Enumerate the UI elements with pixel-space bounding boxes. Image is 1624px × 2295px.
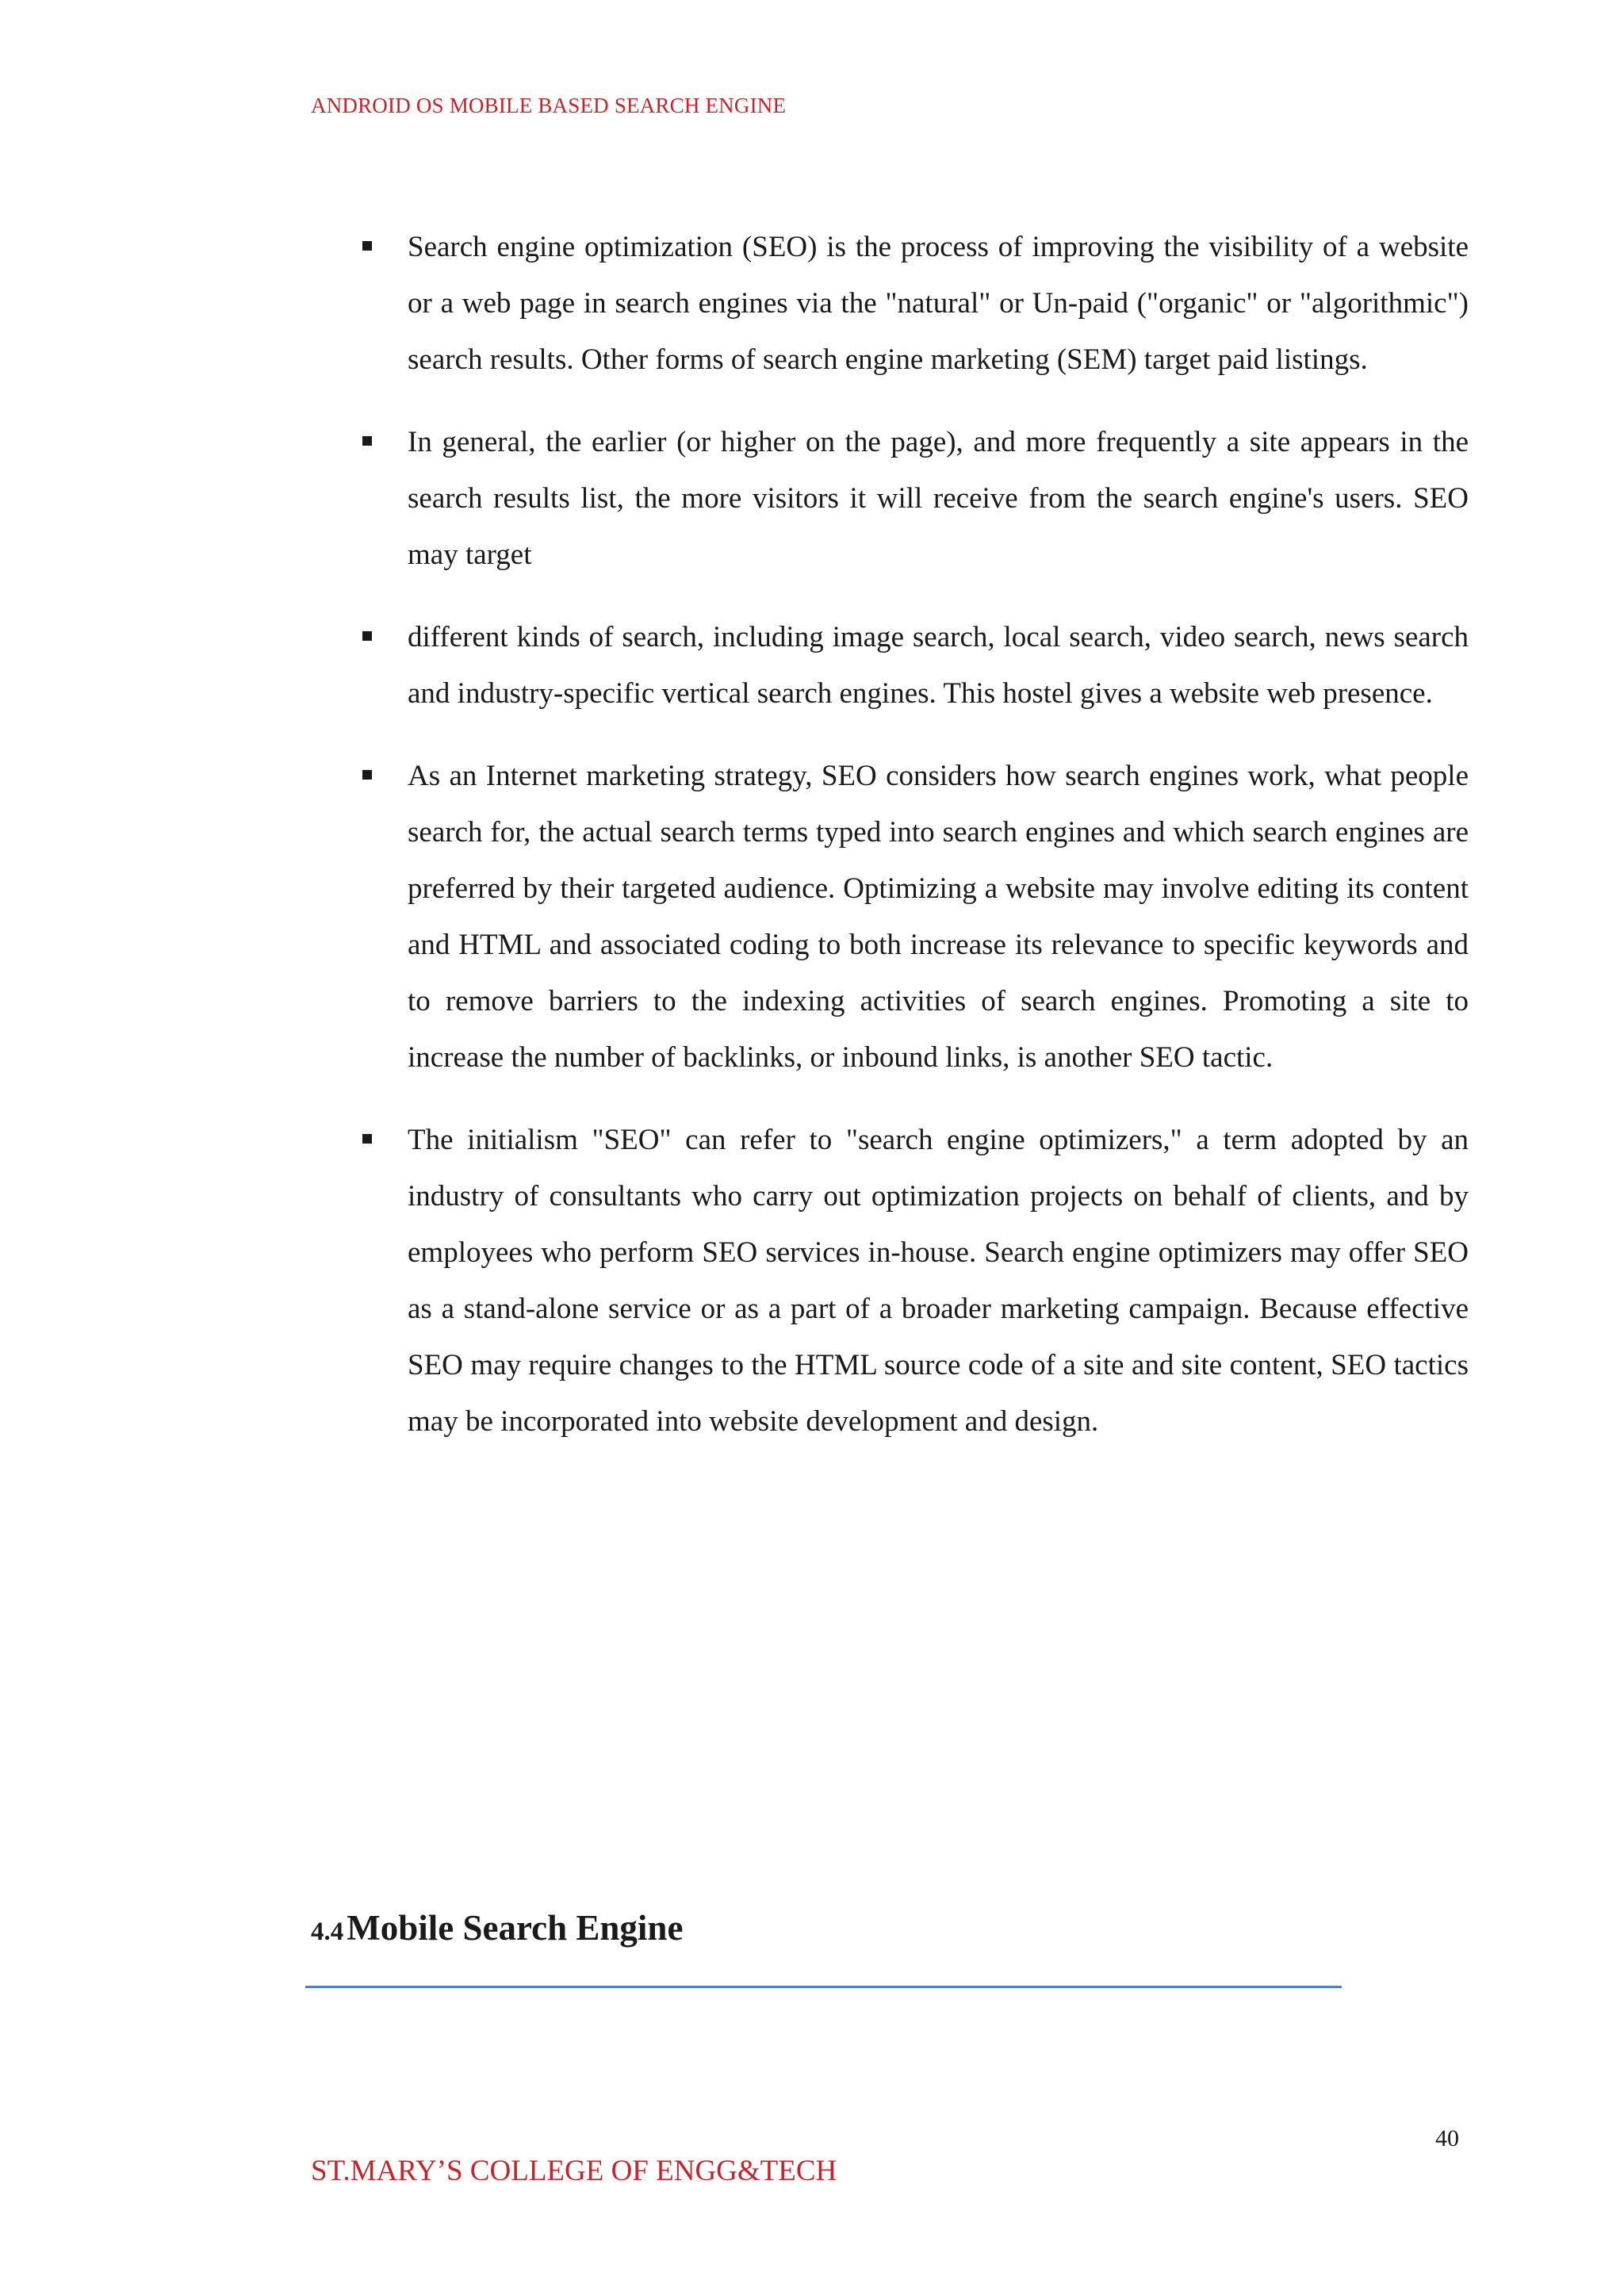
square-bullet-icon xyxy=(362,1134,372,1144)
bullet-text: The initialism "SEO" can refer to "search engine optimizers," a term adopted by an industry of consultants who carry out optimization projects on behalf of clients, and by employees who perform SEO services in-house. Search engine optimizers may offer SEO as a stand-alone service or as a part of a broader marketing campaign. Because effective SEO may require changes to the HTML source code of a site and site content, SEO tactics may be incorporated into website development and design. xyxy=(408,1124,1469,1438)
square-bullet-icon xyxy=(362,770,372,780)
bullet-item xyxy=(358,219,1469,388)
square-bullet-icon xyxy=(362,241,372,251)
square-bullet-icon xyxy=(362,631,372,641)
running-header: ANDROID OS MOBILE BASED SEARCH ENGINE xyxy=(311,94,787,117)
bullet-item xyxy=(358,414,1469,583)
running-footer: ST.MARY’S COLLEGE OF ENGG&TECH xyxy=(311,2155,837,2187)
bullet-item xyxy=(358,748,1469,1086)
bullet-list xyxy=(358,219,1469,1476)
bullet-text: Search engine optimization (SEO) is the process of improving the visibility of a website or a web page in search engines via the "natural" or Un-paid ("organic" or "algorithmic") search results. Other forms of search engine marketing (SEM) target paid listings. xyxy=(408,231,1469,376)
heading-rule xyxy=(305,1986,1342,1988)
bullet-item xyxy=(358,1112,1469,1450)
square-bullet-icon xyxy=(362,436,372,446)
bullet-text: different kinds of search, including image search, local search, video search, news search and industry-specific vertical search engines. This hostel gives a website web presence. xyxy=(408,621,1469,710)
bullet-text: In general, the earlier (or higher on the page), and more frequently a site appears in the search results list, the more visitors it will receive from the search engine's users. SEO may target xyxy=(408,426,1469,571)
section-title: Mobile Search Engine xyxy=(347,1908,684,1948)
bullet-text: As an Internet marketing strategy, SEO considers how search engines work, what people search for, the actual search terms typed into search engines and which search engines are preferred by their targeted audience. Optimizing a website may involve editing its content and HTML and associated coding to both increase its relevance to specific keywords and to remove barriers to the indexing activities of search engines. Promoting a site to increase the number of backlinks, or inbound links, is another SEO tactic. xyxy=(408,760,1469,1074)
section-heading xyxy=(311,1907,683,1948)
section-number: 4.4 xyxy=(311,1918,344,1946)
page-number: 40 xyxy=(1435,2125,1459,2151)
bullet-item xyxy=(358,609,1469,722)
